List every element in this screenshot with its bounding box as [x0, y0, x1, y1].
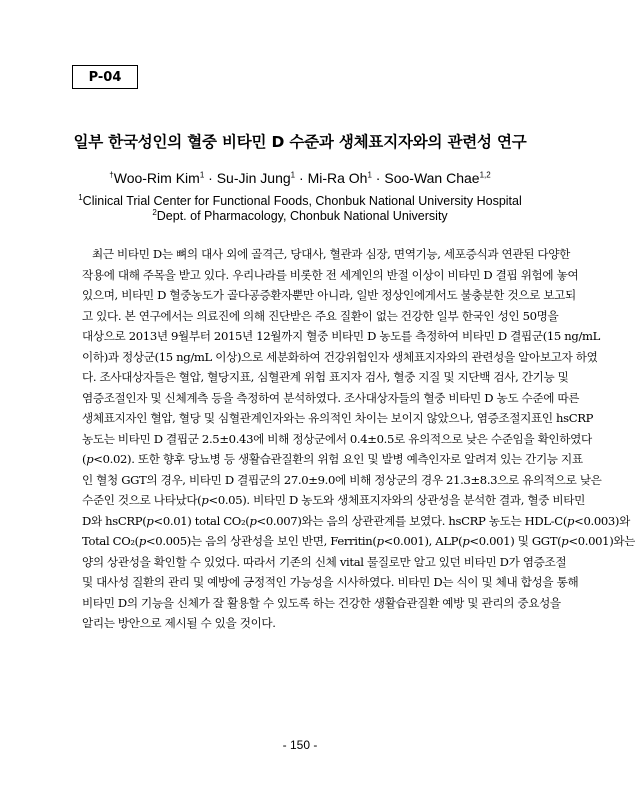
- author-name: Su-Jin Jung: [216, 170, 291, 186]
- abstract-line: 최근 비타민 D는 뼈의 대사 외에 골격근, 당대사, 혈관과 심장, 면역기능, 세포증식과 연관된 다양한: [92, 247, 570, 261]
- abstract-line: D와 hsCRP(p<0.01) total CO₂(p<0.007)와는 음의 상관관계를 보였다. hsCRP 농도는 HDL-C(p<0.003)와: [82, 513, 630, 528]
- abstract-line: 이하)과 정상군(15 ng/mL 이상)으로 세분화하여 건강위험인자 생체표지자와의 관련성을 알아보고자 하였: [82, 349, 598, 364]
- abstract-line: (p<0.02). 또한 향후 당뇨병 등 생활습관질환의 위험 요인 및 발병 예측인자로 알려져 있는 간기능 지표: [82, 452, 583, 466]
- abstract-line: 수준인 것으로 나타났다(p<0.05). 비타민 D 농도와 생체표지자와의 상관성을 분석한 결과, 혈중 비타민: [82, 493, 585, 507]
- author-name: Mi-Ra Oh: [307, 170, 368, 186]
- author-separator: ·: [204, 170, 217, 186]
- abstract-line: 및 대사성 질환의 관리 및 예방에 긍정적인 가능성을 시사하였다. 비타민 D는 식이 및 체내 합성을 통해: [82, 575, 579, 589]
- abstract-line: 비타민 D의 기능을 신체가 잘 활용할 수 있도록 하는 건강한 생활습관질환 예방 및 관리의 중요성을: [82, 595, 561, 610]
- affiliation-marker: 1: [78, 193, 83, 202]
- abstract-line: 대상으로 2013년 9월부터 2015년 12월까지 혈중 비타민 D 농도를 측정하여 비타민 D 결핍군(15 ng/mL: [82, 329, 600, 343]
- author-affiliation-marker: 1: [199, 170, 205, 180]
- poster-number-badge: P-04: [72, 65, 138, 89]
- abstract-body: [82, 244, 635, 634]
- page-number: - 150 -: [282, 738, 318, 752]
- author-affiliation-marker: 1: [367, 170, 372, 180]
- affiliation-2: [0, 208, 600, 223]
- affiliation-text: Dept. of Pharmacology, Chonbuk National University: [156, 209, 448, 224]
- abstract-line: Total CO₂(p<0.005)는 음의 상관성을 보인 반면, Ferritin(p<0.001), ALP(p<0.001) 및 GGT(p<0.001)와는: [82, 534, 635, 548]
- author-name: Woo-Rim Kim: [113, 170, 200, 186]
- abstract-line: 있으며, 비타민 D 혈중농도가 골다공증환자뿐만 아니라, 일반 정상인에게서도 불충분한 것으로 보고되: [82, 288, 576, 302]
- affiliation-text: Clinical Trial Center for Functional Foods, Chonbuk National University Hospital: [82, 194, 522, 209]
- abstract-line: 작용에 대해 주목을 받고 있다. 우리나라를 비롯한 전 세계인의 반절 이상이 비타민 D 결핍 위험에 놓여: [82, 267, 579, 282]
- author-separator: ·: [295, 170, 308, 186]
- abstract-line: 생체표지자인 혈압, 혈당 및 심혈관계인자와는 유의적인 차이는 보이지 않았으나, 염증조절지표인 hsCRP: [82, 411, 594, 425]
- author-list: [0, 170, 600, 186]
- abstract-line: 인 혈청 GGT의 경우, 비타민 D 결핍군의 27.0±9.0에 비해 정상군의 경우 21.3±8.3으로 유의적으로 낮은: [82, 472, 602, 487]
- abstract-line: 염증조절인자 및 신체계측 등을 측정하여 분석하였다. 조사대상자들의 혈중 비타민 D 농도 수준에 따른: [82, 390, 580, 405]
- paper-title: 일부 한국성인의 혈중 비타민 D 수준과 생체표지자와의 관련성 연구: [73, 133, 527, 151]
- author-affiliation-marker: 1,2: [479, 170, 491, 180]
- author-separator: ·: [371, 170, 385, 186]
- affiliation-1: [0, 193, 600, 208]
- abstract-line: 알리는 방안으로 제시될 수 있을 것이다.: [82, 616, 276, 630]
- abstract-line: 고 있다. 본 연구에서는 의료진에 의해 진단받은 주요 질환이 없는 건강한 일부 한국인 성인 50명을: [82, 308, 559, 323]
- presenter-marker: †: [109, 170, 114, 180]
- author-name: Soo-Wan Chae: [384, 170, 480, 186]
- abstract-line: 양의 상관성을 확인할 수 있었다. 따라서 기존의 신체 vital 물질로만 알고 있던 비타민 D가 염증조절: [82, 554, 567, 569]
- author-affiliation-marker: 1: [290, 170, 296, 180]
- abstract-line: 다. 조사대상자들은 혈압, 혈당지표, 심혈관계 위험 표지자 검사, 혈중 지질 및 지단백 검사, 간기능 및: [82, 370, 569, 384]
- abstract-line: 농도는 비타민 D 결핍군 2.5±0.43에 비해 정상군에서 0.4±0.5로 유의적으로 낮은 수준임을 확인하였다: [82, 431, 592, 446]
- affiliation-marker: 2: [152, 208, 157, 217]
